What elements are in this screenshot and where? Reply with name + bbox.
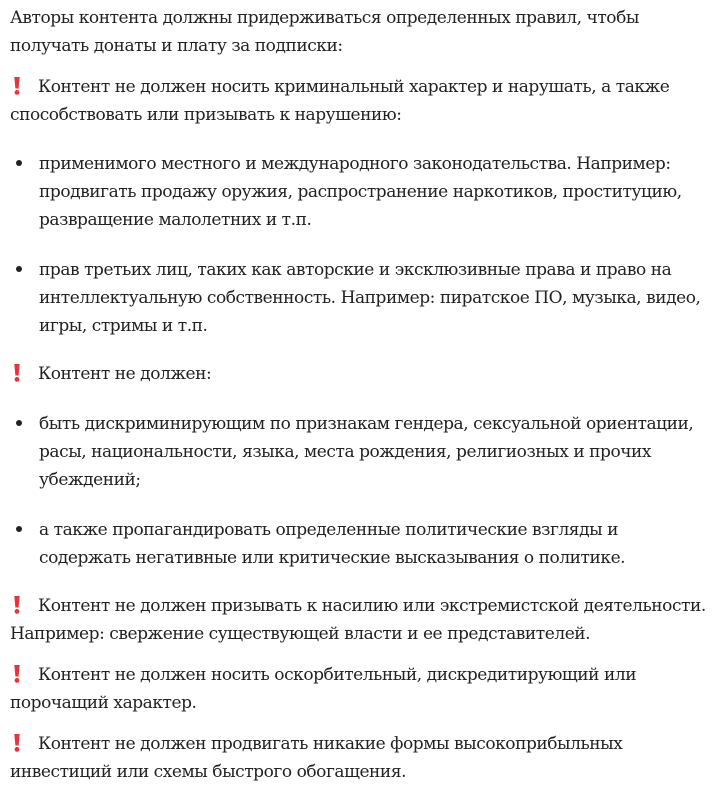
exclamation-icon — [13, 74, 21, 92]
rule-offensive-text: Контент не должен носить оскорбительный, дискредитирующий или порочащий характер. — [10, 665, 637, 713]
list-item — [10, 410, 710, 494]
list-item — [10, 256, 710, 340]
rule-investment-text: Контент не должен продвигать никакие формы высокоприбыльных инвестиций или схемы быстрого обогащения. — [10, 734, 623, 782]
list-item-text: быть дискриминирующим по признакам гендера, сексуальной ориентации, расы, национальности, языка, места рождения, религиозных и прочих убеждений; — [39, 414, 694, 490]
exclamation-icon — [13, 593, 21, 611]
intro-paragraph: Авторы контента должны придерживаться определенных правил, чтобы получать донаты и плату за подписки: — [10, 8, 639, 56]
rule-offensive-paragraph — [10, 661, 710, 717]
bullet-icon — [15, 516, 23, 544]
rule-criminal-text: Контент не должен носить криминальный характер и нарушать, а также способствовать или призывать к нарушению: — [10, 77, 670, 125]
rule-criminal-paragraph — [10, 73, 710, 129]
content-rules-document — [10, 0, 710, 786]
list-item-text: а также пропагандировать определенные политические взгляды и содержать негативные или критические высказывания о политике. — [39, 520, 626, 568]
list-item-text: прав третьих лиц, таких как авторские и эксклюзивные права и право на интеллектуальную собственность. Например: пиратское ПО, музыка, видео, игры, стримы и т.п. — [39, 260, 701, 336]
rule-content-paragraph — [10, 360, 710, 388]
bullet-icon — [15, 150, 23, 178]
exclamation-icon — [13, 731, 21, 749]
rule-content-text: Контент не должен: — [38, 364, 212, 384]
list-item — [10, 516, 710, 572]
rule-violence-text: Контент не должен призывать к насилию или экстремистской деятельности. Например: свержение существующей власти и ее представителей. — [10, 596, 706, 644]
list-item — [10, 150, 710, 234]
bullet-icon — [15, 410, 23, 438]
bullet-icon — [15, 256, 23, 284]
exclamation-icon — [13, 662, 21, 680]
rule-content-list — [10, 410, 710, 572]
exclamation-icon — [13, 361, 21, 379]
list-item-text: применимого местного и международного законодательства. Например: продвигать продажу оружия, распространение наркотиков, проституцию, развращение малолетних и т.п. — [39, 154, 682, 230]
rule-criminal-list — [10, 150, 710, 340]
rule-violence-paragraph — [10, 592, 710, 648]
rule-investment-paragraph — [10, 730, 710, 786]
